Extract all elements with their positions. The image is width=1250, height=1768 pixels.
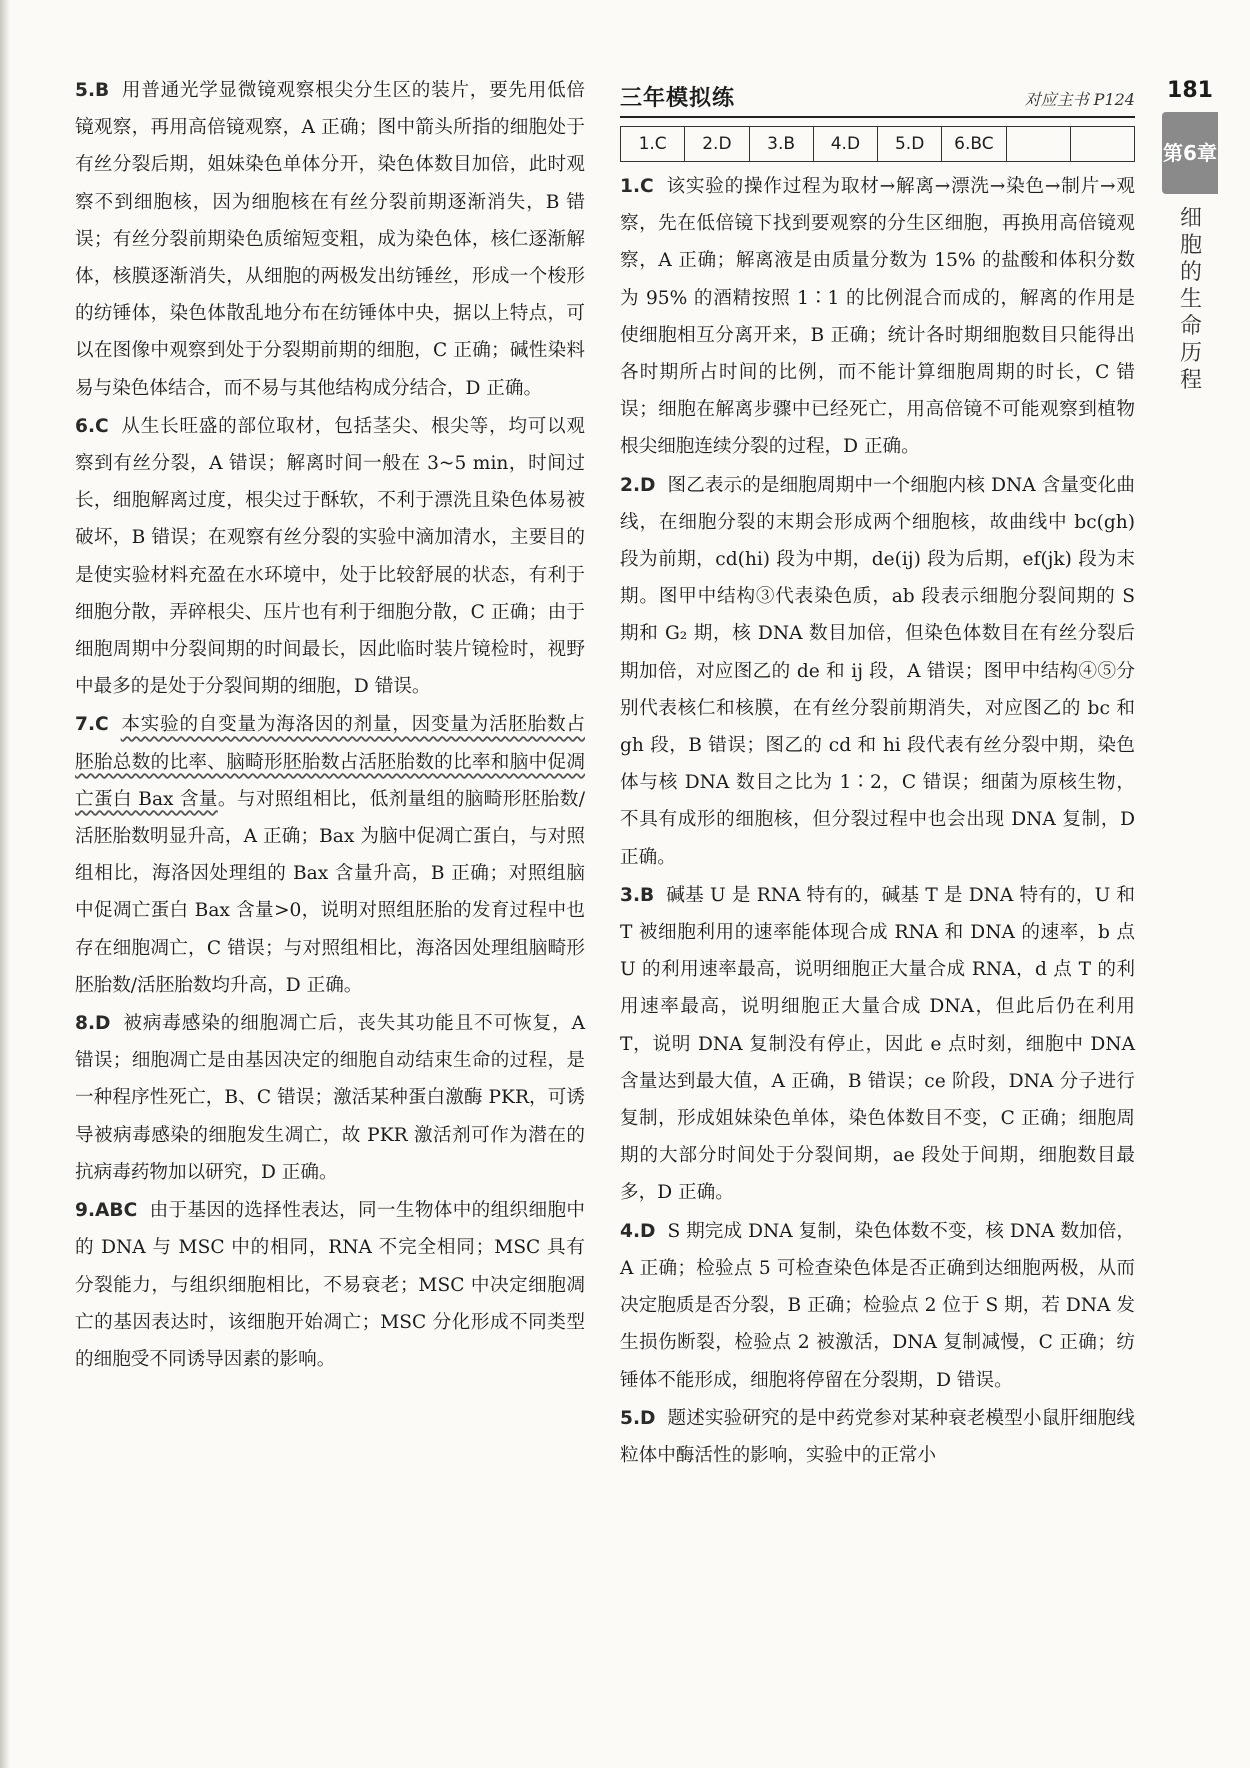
practice-entry-4 [620, 1213, 1135, 1399]
answer-key: 1.C [620, 176, 654, 197]
underlined-explanation: 本实验的自变量为海洛因的剂量，因变量为活胚胎数占胚胎总数的比率、脑畸形胚胎数占活胚胎数的比率和脑中促凋亡蛋白 Bax 含量 [75, 714, 585, 810]
explanation-text: 图乙表示的是细胞周期中一个细胞内核 DNA 含量变化曲线，在细胞分裂的末期会形成两个细胞核，故曲线中 bc(gh) 段为前期，cd(hi) 段为中期，de(ij) 段为后期，ef(jk) 段为末期。图甲中结构③代表染色质，ab 段表示细胞分裂间期的 S 期和 G₂ 期，核 DNA 数目加倍，但染色体数目在有丝分裂后期加倍，对应图乙的 de 和 ij 段，A 错误；图甲中结构④⑤分别代表核仁和核膜，在有丝分裂前期消失，对应图乙的 bc 和 gh 段，B 错误；图乙的 cd 和 hi 段代表有丝分裂中期，染色体与核 DNA 数目之比为 1∶2，C 错误；细菌为原核生物，不具有成形的细胞核，但分裂过程中也会出现 DNA 复制，D 正确。 [620, 474, 1135, 868]
answer-entry-5 [75, 72, 585, 407]
answer-entry-9 [75, 1192, 585, 1378]
explanation-text: 该实验的操作过程为取材→解离→漂洗→染色→制片→观察，先在低倍镜下找到要观察的分生区细胞，再换用高倍镜观察，A 正确；解离液是由质量分数为 15% 的盐酸和体积分数为 95% 的酒精按照 1∶1 的比例混合而成的，解离的作用是使细胞相互分离开来，B 正确；统计各时期细胞数目只能得出各时期所占时间的比例，而不能计算细胞周期的时长，C 错误；细胞在解离步骤中已经死亡，用高倍镜不可能观察到植物根尖细胞连续分裂的过程，D 正确。 [620, 176, 1135, 458]
explanation-text: 由于基因的选择性表达，同一生物体中的组织细胞中的 DNA 与 MSC 中的相同，RNA 不完全相同；MSC 具有分裂能力，与组织细胞相比，不易衰老；MSC 中决定细胞凋亡的基因表达时，该细胞开始凋亡；MSC 分化形成不同类型的细胞受不同诱导因素的影响。 [75, 1200, 585, 1370]
answer-key: 4.D [620, 1220, 656, 1242]
explanation-text: 被病毒感染的细胞凋亡后，丧失其功能且不可恢复，A 错误；细胞凋亡是由基因决定的细胞自动结束生命的过程，是一种程序性死亡，B、C 错误；激活某种蛋白激酶 PKR，可诱导被病毒感染的细胞发生凋亡，故 PKR 激活剂可作为潜在的抗病毒药物加以研究，D 正确。 [75, 1013, 585, 1183]
section-title: 三年模拟练 [620, 86, 736, 111]
answer-cell: 1.C [621, 127, 685, 161]
page-edge-shadow [0, 0, 10, 1768]
explanation-text: 从生长旺盛的部位取材，包括茎尖、根尖等，均可以观察到有丝分裂，A 错误；解离时间一般在 3~5 min，时间过长，细胞解离过度，根尖过于酥软，不利于漂洗且染色体易被破坏，B 错误；在观察有丝分裂的实验中滴加清水，主要目的是使实验材料充盈在水环境中，处于比较舒展的状态，有利于细胞分散，弄碎根尖、压片也有利于细胞分散，C 正确；由于细胞周期中分裂间期的时间最长，因此临时装片镜检时，视野中最多的是处于分裂间期的细胞，D 错误。 [75, 415, 585, 698]
chapter-tab: 第6章 [1162, 112, 1218, 194]
answer-key: 7.C [75, 714, 109, 736]
answer-table [620, 126, 1135, 162]
section-header [620, 72, 1135, 118]
chapter-title: 细胞的生命历程 [1179, 206, 1202, 393]
explanation-text: 碱基 U 是 RNA 特有的，碱基 T 是 DNA 特有的，U 和 T 被细胞利用的速率能体现合成 RNA 和 DNA 的速率，b 点 U 的利用速率最高，说明细胞正大量合成 RNA，d 点 T 的利用速率最高，说明细胞正大量合成 DNA，但此后仍在利用 T，说明 DNA 复制没有停止，因此 e 点时刻，细胞中 DNA 含量达到最大值，A 正确，B 错误；ce 阶段，DNA 分子进行复制，形成姐妹染色单体，染色体数目不变，C 正确；细胞周期的大部分时间处于分裂间期，ae 段处于间期，细胞数目最多，D 正确。 [620, 884, 1135, 1204]
practice-entry-1 [620, 168, 1135, 466]
left-column [75, 72, 585, 1379]
answer-entry-8 [75, 1005, 585, 1191]
answer-key: 8.D [75, 1013, 111, 1035]
section-reference: 对应主书 P124 [1024, 90, 1135, 109]
explanation-text: 。与对照组相比，低剂量组的脑畸形胚胎数/活胚胎数明显升高，A 正确；Bax 为脑中促凋亡蛋白，与对照组相比，海洛因处理组的 Bax 含量升高，B 正确；对照组脑中促凋亡蛋白 Bax 含量>0，说明对照组胚胎的发育过程中也存在细胞凋亡，C 错误；与对照组相比，海洛因处理组脑畸形胚胎数/活胚胎数均升高，D 正确。 [75, 788, 586, 996]
answer-key: 5.B [75, 80, 110, 101]
explanation-text: 题述实验研究的是中药党参对某种衰老模型小鼠肝细胞线粒体中酶活性的影响，实验中的正常小 [620, 1407, 1135, 1466]
answer-entry-7 [75, 706, 585, 1004]
answer-key: 2.D [620, 474, 656, 496]
page-number: 181 [1167, 78, 1213, 103]
answer-key: 5.D [620, 1407, 656, 1429]
right-column [620, 72, 1135, 1475]
answer-key: 6.C [75, 415, 109, 437]
practice-entry-5 [620, 1400, 1135, 1474]
answer-cell: 4.D [814, 127, 878, 161]
answer-key: 9.ABC [75, 1200, 138, 1222]
answer-cell: 2.D [685, 127, 749, 161]
answer-cell: 5.D [878, 127, 942, 161]
answer-cell-empty [1071, 127, 1134, 161]
explanation-text: 用普通光学显微镜观察根尖分生区的装片，要先用低倍镜观察，再用高倍镜观察，A 正确；图中箭头所指的细胞处于有丝分裂后期，姐妹染色单体分开，染色体数目加倍，此时观察不到细胞核，因为细胞核在有丝分裂前期逐渐消失，B 错误；有丝分裂前期染色质缩短变粗，成为染色体，核仁逐渐解体，核膜逐渐消失，从细胞的两极发出纺锤丝，形成一个梭形的纺锤体，染色体散乱地分布在纺锤体中央，据以上特点，可以在图像中观察到处于分裂期前期的细胞，C 正确；碱性染料易与染色体结合，而不易与其他结构成分结合，D 正确。 [75, 80, 585, 399]
answer-key: 3.B [620, 884, 655, 906]
practice-entry-2 [620, 467, 1135, 876]
answer-cell: 6.BC [942, 127, 1006, 161]
answer-cell-empty [1007, 127, 1071, 161]
answer-entry-6 [75, 408, 585, 706]
answer-cell: 3.B [750, 127, 814, 161]
explanation-text: S 期完成 DNA 复制，染色体数不变，核 DNA 数加倍，A 正确；检验点 5 可检查染色体是否正确到达细胞两极，从而决定胞质是否分裂，B 正确；检验点 2 位于 S 期，若 DNA 发生损伤断裂，检验点 2 被激活，DNA 复制减慢，C 正确；纺锤体不能形成，细胞将停留在分裂期，D 错误。 [620, 1220, 1135, 1391]
practice-entry-3 [620, 877, 1135, 1212]
